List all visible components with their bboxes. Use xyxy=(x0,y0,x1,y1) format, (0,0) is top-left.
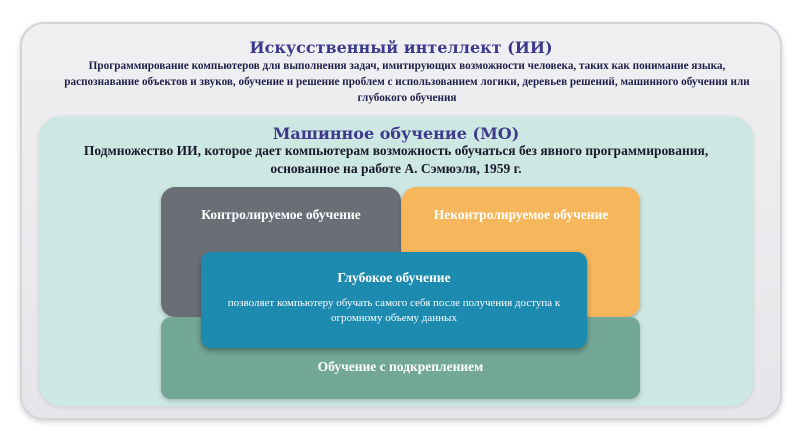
deep-learning-description: позволяет компьютеру обучать самого себя после получения доступа к огромному объему данных xyxy=(227,297,561,324)
ai-title: Искусственный интеллект (ИИ) xyxy=(249,38,553,57)
deep-learning-box xyxy=(201,252,587,348)
reinforcement-learning-label: Обучение с подкреплением xyxy=(317,359,484,374)
ai-description: Программирование компьютеров для выполнения задач, имитирующих возможности человека, таких как понимание языка, распознавание объектов и звуков, обучение и решение проблем с использованием логики, деревьев решений, машинного обучения или глубокого обучения xyxy=(64,60,750,104)
unsupervised-learning-label: Неконтролируемое обучение xyxy=(433,207,609,222)
deep-learning-title: Глубокое обучение xyxy=(337,270,451,285)
supervised-learning-label: Контролируемое обучение xyxy=(201,207,361,222)
ml-title: Машинное обучение (МО) xyxy=(272,124,520,143)
ml-description: Подмножество ИИ, которое дает компьютерам возможность обучаться без явного программирования, основанное на работе А. Сэмюэля, 1959 г. xyxy=(83,143,709,176)
